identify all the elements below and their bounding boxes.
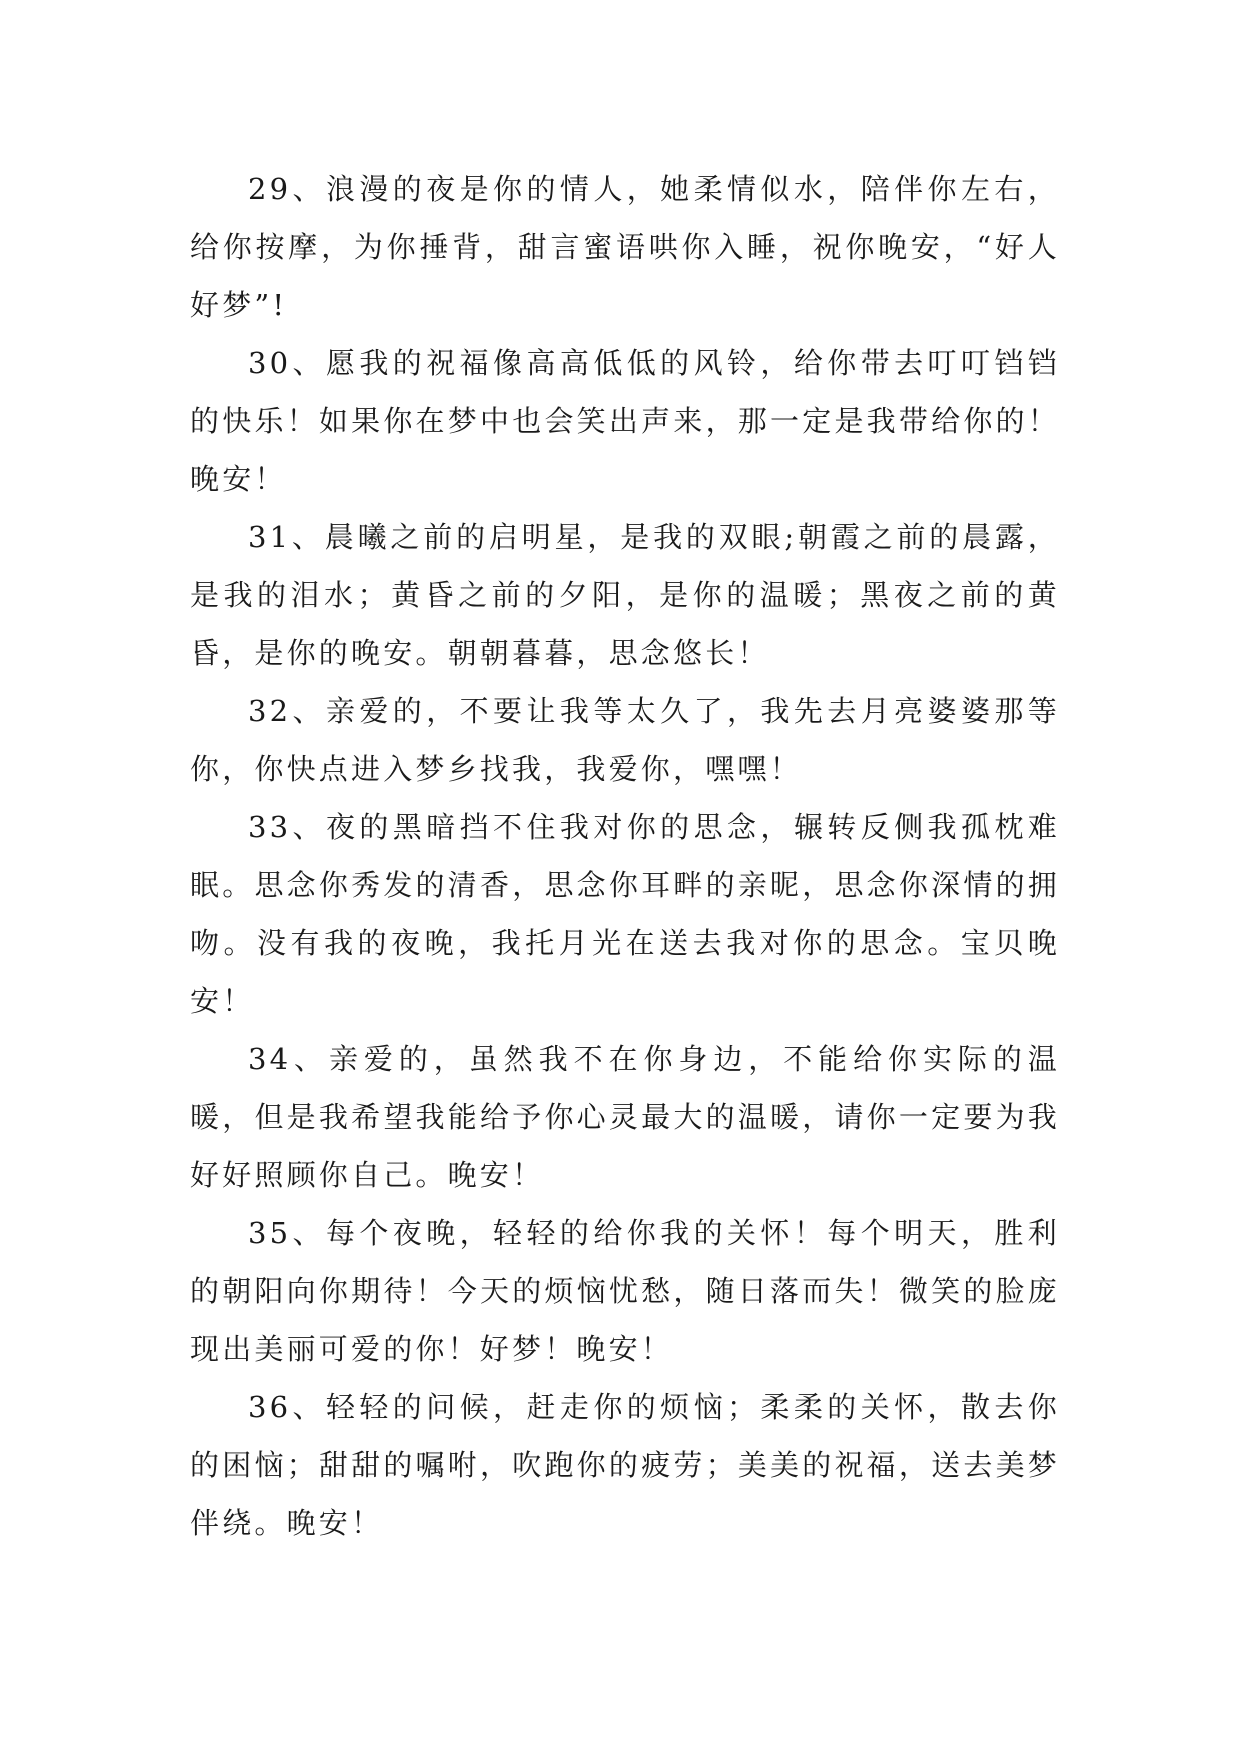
paragraph-33: 33、夜的黑暗挡不住我对你的思念，辗转反侧我孤枕难眠。思念你秀发的清香，思念你耳畔的亲昵，思念你深情的拥吻。没有我的夜晚，我托月光在送去我对你的思念。宝贝晚安！ (190, 810, 1060, 1018)
document-body (190, 160, 1060, 1552)
paragraph-36: 36、轻轻的问候，赶走你的烦恼；柔柔的关怀，散去你的困恼；甜甜的嘱咐，吹跑你的疲劳；美美的祝福，送去美梦伴绕。晚安！ (190, 1390, 1060, 1540)
paragraph-31: 31、晨曦之前的启明星，是我的双眼;朝霞之前的晨露，是我的泪水；黄昏之前的夕阳，是你的温暖；黑夜之前的黄昏，是你的晚安。朝朝暮暮，思念悠长！ (190, 520, 1060, 670)
paragraph-32: 32、亲爱的，不要让我等太久了，我先去月亮婆婆那等你，你快点进入梦乡找我，我爱你，嘿嘿！ (190, 694, 1060, 786)
paragraph-30: 30、愿我的祝福像高高低低的风铃，给你带去叮叮铛铛的快乐！如果你在梦中也会笑出声来，那一定是我带给你的！晚安！ (190, 346, 1060, 496)
paragraph-29: 29、浪漫的夜是你的情人，她柔情似水，陪伴你左右，给你按摩，为你捶背，甜言蜜语哄你入睡，祝你晚安，“好人好梦”! (190, 172, 1060, 322)
paragraph-35: 35、每个夜晚，轻轻的给你我的关怀！每个明天，胜利的朝阳向你期待！今天的烦恼忧愁，随日落而失！微笑的脸庞现出美丽可爱的你！好梦！晚安！ (190, 1216, 1060, 1366)
paragraph-34: 34、亲爱的，虽然我不在你身边，不能给你实际的温暖，但是我希望我能给予你心灵最大的温暖，请你一定要为我好好照顾你自己。晚安！ (190, 1042, 1060, 1192)
